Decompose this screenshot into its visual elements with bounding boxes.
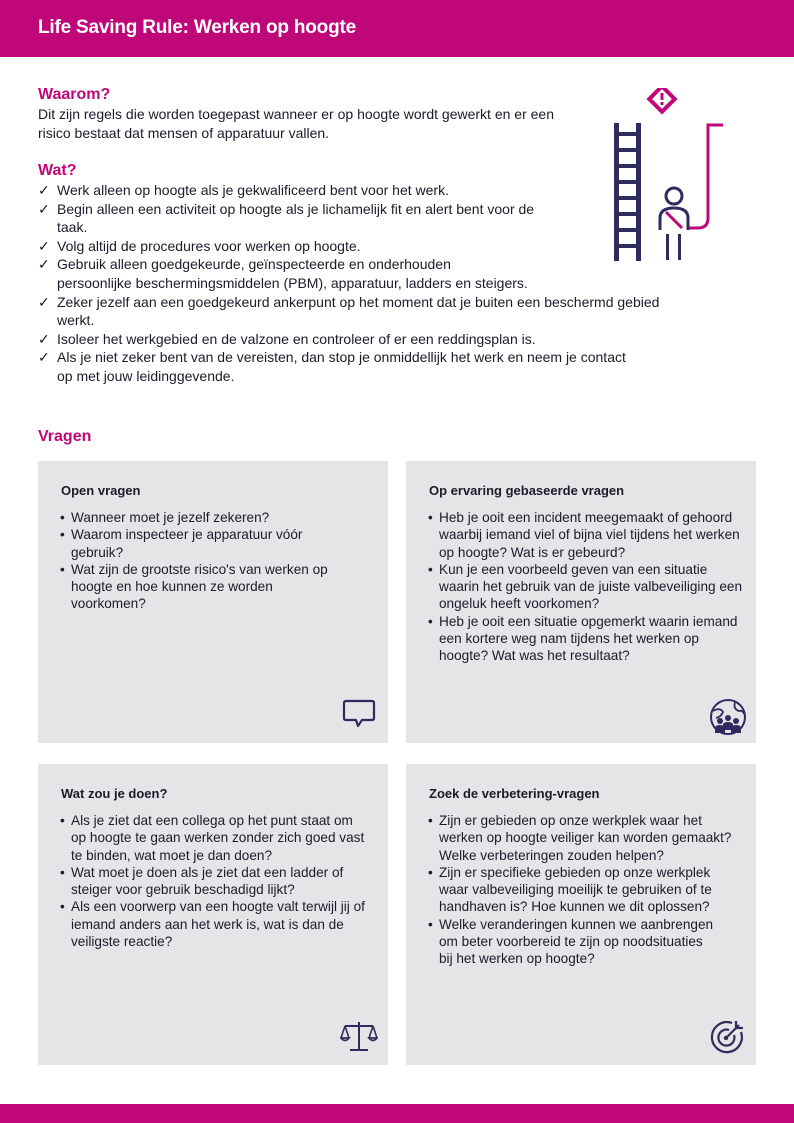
list-item: • Als je ziet dat een collega op het punt staat om op hoogte te gaan werken zonder zich goed vast te binden, wat moet je dan doen? [60, 813, 365, 863]
bullet-icon: • [428, 510, 433, 525]
list-item: • Zijn er gebieden op onze werkplek waar het werken op hoogte veiliger kan worden gemaakt? Welke verbeteringen zouden helpen? [428, 813, 732, 863]
card-ervaring-vragen [406, 461, 756, 743]
card-wat-zou-je-doen [38, 764, 388, 1065]
lifeline-icon [688, 125, 723, 228]
waarom-heading: Waarom? [38, 86, 111, 103]
check-icon: ✓ [38, 330, 50, 347]
bullet-icon: • [60, 899, 65, 915]
list-item: • Heb je ooit een incident meegemaakt of gehoord waarbij iemand viel of bijna viel tijdens het werken op hoogte? Wat is er gebeurd? [428, 510, 740, 560]
check-icon: ✓ [38, 349, 50, 366]
question-list [428, 509, 746, 665]
list-item: ✓ Als je niet zeker bent van de vereisten, dan stop je onmiddellijk het werk en neem je contact op met jouw leidinggevende. [38, 349, 626, 384]
group-globe-icon [708, 697, 748, 737]
list-item: • Waarom inspecteer je apparatuur vóór gebruik? [60, 527, 303, 560]
list-item: • Als een voorwerp van een hoogte valt terwijl jij of iemand anders aan het werk is, wat is dan de veiligste reactie? [60, 899, 365, 950]
bullet-icon: • [428, 916, 433, 932]
list-item: • Wat zijn de grootste risico's van werken op hoogte en hoe kunnen ze worden voorkomen? [60, 561, 328, 612]
question-list [60, 509, 340, 613]
bullet-icon: • [60, 864, 65, 880]
list-item: ✓ Begin alleen een activiteit op hoogte als je lichamelijk fit en alert bent voor de taak. [38, 200, 535, 236]
card-verbetering-vragen [406, 764, 756, 1065]
wat-list [38, 181, 698, 386]
list-item: • Wanneer moet je jezelf zekeren? [60, 510, 270, 525]
card-title: Open vragen [61, 483, 141, 498]
vragen-heading: Vragen [38, 428, 92, 445]
list-item: ✓ Gebruik alleen goedgekeurde, geïnspecteerde en onderhouden persoonlijke beschermingsmiddelen (PBM), apparatuur, ladders en steigers. [38, 256, 528, 291]
bullet-icon: • [60, 813, 65, 828]
target-arrow-icon [708, 1018, 746, 1056]
bullet-icon: • [428, 864, 433, 880]
list-item: ✓ Volg altijd de procedures voor werken op hoogte. [38, 237, 361, 254]
bullet-icon: • [428, 613, 433, 629]
bullet-icon: • [428, 561, 433, 577]
list-item: • Heb je ooit een situatie opgemerkt waarin iemand een kortere weg nam tijdens het werken op hoogte? Wat was het resultaat? [428, 613, 738, 664]
list-item: ✓ Werk alleen op hoogte als je gekwalificeerd bent voor het werk. [38, 182, 449, 198]
question-list [60, 812, 370, 950]
bullet-icon: • [60, 527, 65, 543]
warning-diamond-icon [649, 88, 674, 112]
header-bar [0, 0, 794, 57]
card-title: Zoek de verbetering-vragen [429, 786, 600, 801]
list-item: • Welke veranderingen kunnen we aanbrengen om beter voorbereid te zijn op noodsituaties bij het werken op hoogte? [428, 916, 714, 967]
question-list [428, 812, 740, 968]
page-title: Life Saving Rule: Werken op hoogte [38, 17, 356, 38]
check-icon: ✓ [38, 237, 50, 254]
list-item: • Zijn er specifieke gebieden op onze werkplek waar valbeveiliging moeilijk te gebruiken of te handhaven is? Hoe kunnen we dit oplossen? [428, 864, 712, 915]
person-icon [660, 188, 688, 260]
footer-bar [0, 1104, 794, 1123]
bullet-icon: • [60, 510, 65, 525]
list-item: ✓ Isoleer het werkgebied en de valzone en controleer of er een reddingsplan is. [38, 330, 536, 347]
check-icon: ✓ [38, 200, 50, 217]
bullet-icon: • [428, 813, 433, 828]
speech-bubble-icon [341, 697, 377, 733]
list-item: ✓ Zeker jezelf aan een goedgekeurd ankerpunt op het moment dat je buiten een beschermd gebied werkt. [38, 293, 660, 329]
waarom-text: Dit zijn regels die worden toegepast wanneer er op hoogte wordt gewerkt en er een risico bestaat dat mensen of apparatuur vallen. [38, 106, 554, 141]
ladder-icon [614, 123, 641, 261]
card-title: Op ervaring gebaseerde vragen [429, 483, 625, 498]
scales-icon [340, 1018, 378, 1054]
check-icon: ✓ [38, 293, 50, 310]
list-item: • Wat moet je doen als je ziet dat een ladder of steiger voor gebruik beschadigd lijkt? [60, 864, 344, 898]
card-open-vragen [38, 461, 388, 743]
check-icon: ✓ [38, 256, 50, 273]
bullet-icon: • [60, 561, 65, 577]
list-item: • Kun je een voorbeeld geven van een situatie waarin het gebruik van de juiste valbeveiliging een ongeluk heeft voorkomen? [428, 561, 743, 612]
card-title: Wat zou je doen? [61, 786, 168, 801]
check-icon: ✓ [38, 182, 50, 198]
wat-heading: Wat? [38, 162, 77, 179]
ladder-harness-illustration [608, 88, 728, 264]
